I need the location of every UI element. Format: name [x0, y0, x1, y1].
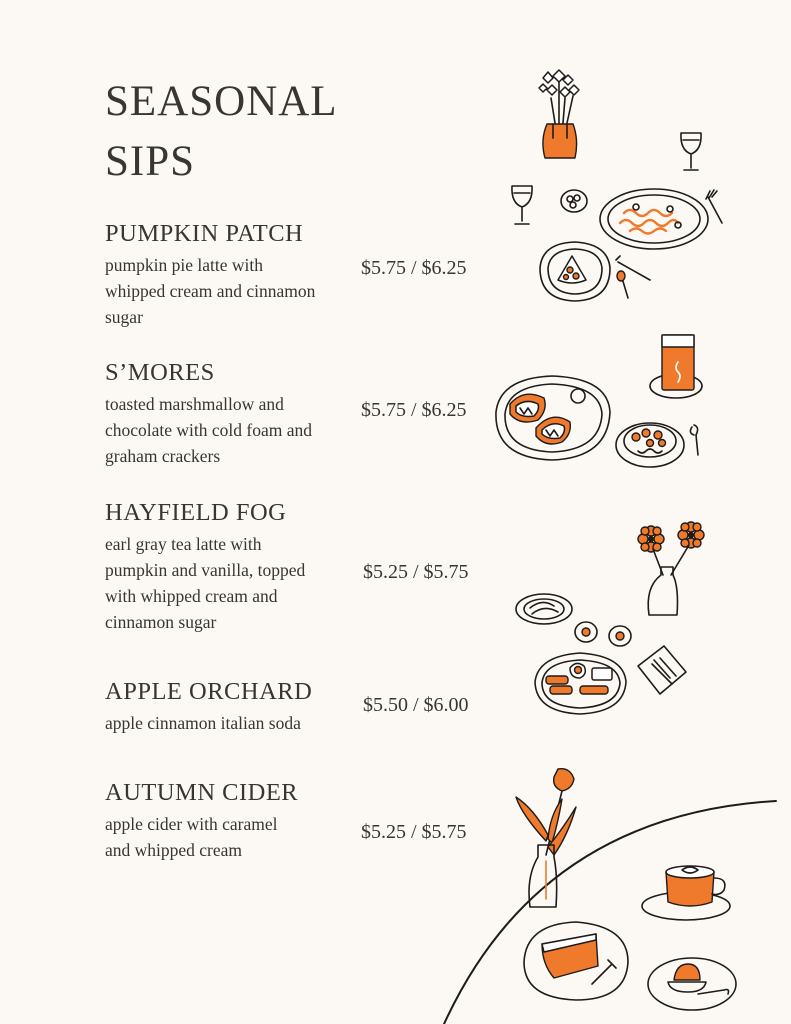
- sandwich-plate-icon: [490, 370, 615, 465]
- small-plate-icon: [514, 590, 576, 628]
- item-desc-line: apple cinnamon italian soda: [105, 713, 301, 733]
- wine-glass-icon: [676, 130, 706, 175]
- cake-plate-icon: [612, 415, 707, 470]
- napkin-cutlery-icon: [634, 642, 689, 700]
- item-price: $5.75 / $6.25: [361, 257, 467, 279]
- item-price: $5.50 / $6.00: [363, 694, 469, 716]
- title-line-2: SIPS: [105, 138, 196, 185]
- drink-glass-icon: [648, 332, 708, 402]
- item-name: PUMPKIN PATCH: [105, 220, 304, 247]
- vase-icon: [543, 124, 577, 158]
- item-name: APPLE ORCHARD: [105, 678, 313, 705]
- item-price: $5.75 / $6.25: [361, 399, 467, 421]
- item-desc-line: cinnamon sugar: [105, 612, 217, 632]
- item-name: S’MORES: [105, 359, 215, 386]
- menu-title: [105, 72, 405, 192]
- item-desc-line: apple cider with caramel: [105, 814, 278, 834]
- tulip-vase-illustration: [512, 765, 582, 913]
- item-desc-line: graham crackers: [105, 446, 221, 466]
- flower-icon: [539, 70, 579, 123]
- item-desc-line: toasted marshmallow and: [105, 394, 284, 414]
- wine-glass-icon: [507, 183, 537, 228]
- flower-vase-illustration: [633, 517, 713, 623]
- cake-slice-plate-icon: [520, 918, 632, 1003]
- tulip-icon: [554, 769, 574, 791]
- item-price: $5.25 / $5.75: [361, 821, 467, 843]
- item-desc-line: pumpkin and vanilla, topped: [105, 560, 306, 580]
- item-desc-line: and whipped cream: [105, 840, 243, 860]
- item-desc-line: whipped cream and cinnamon: [105, 281, 316, 301]
- item-desc-line: with whipped cream and: [105, 586, 278, 606]
- pudding-plate-icon: [644, 952, 744, 1014]
- flower-vase-illustration: [525, 68, 595, 163]
- item-desc-line: sugar: [105, 307, 143, 327]
- coffee-cup-icon: [638, 860, 738, 924]
- vase-icon: [529, 845, 557, 907]
- flower-icon: [638, 522, 704, 552]
- item-desc-line: chocolate with cold foam and: [105, 420, 313, 440]
- donuts-icon: [572, 618, 637, 652]
- item-desc-line: pumpkin pie latte with: [105, 255, 263, 275]
- small-bowl-icon: [558, 187, 590, 217]
- pizza-plate-icon: [530, 238, 660, 308]
- item-name: AUTUMN CIDER: [105, 779, 299, 806]
- title-line-1: SEASONAL: [105, 78, 338, 125]
- item-desc-line: earl gray tea latte with: [105, 534, 262, 554]
- breakfast-plate-icon: [530, 648, 630, 718]
- item-name: HAYFIELD FOG: [105, 499, 287, 526]
- item-price: $5.25 / $5.75: [363, 561, 469, 583]
